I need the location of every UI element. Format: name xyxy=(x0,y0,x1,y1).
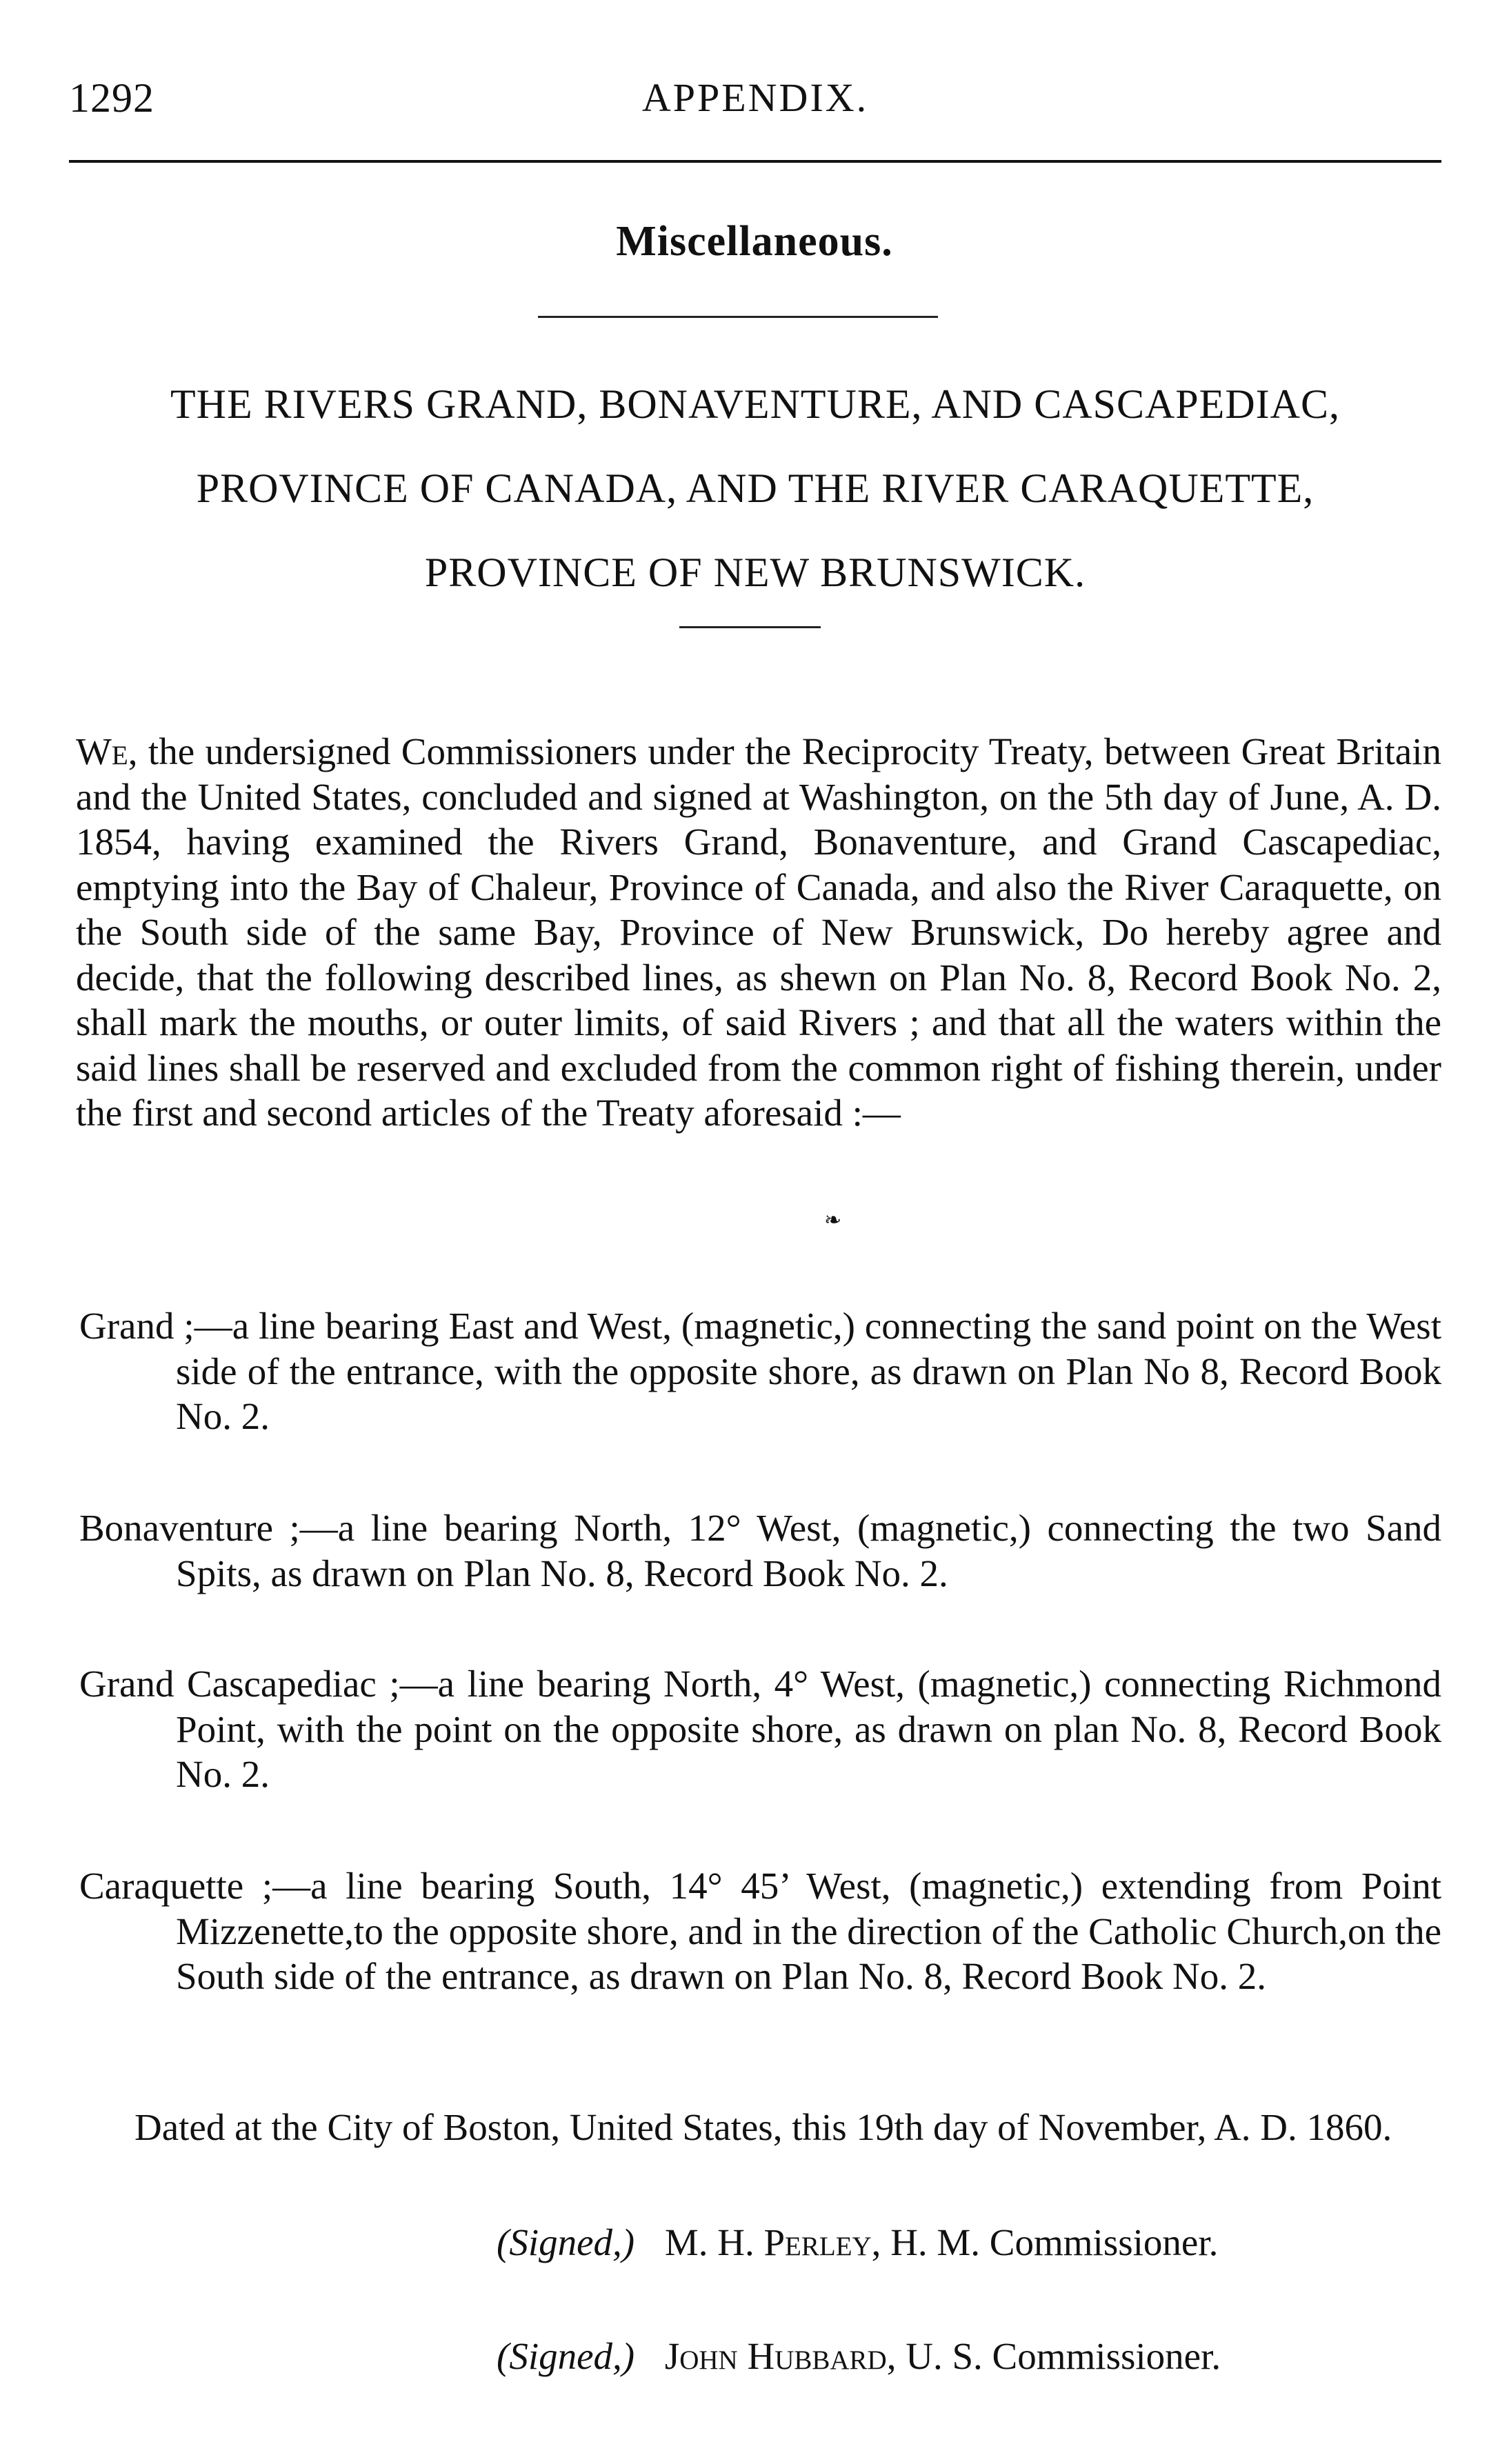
signatory-name: John Hubbard, xyxy=(664,2335,897,2377)
entry-grand-cascapediac: Grand Cascapediac ;—a line bearing North, 4° West, (magnetic,) connecting Richmond Point, with the point on the opposite shore, as drawn on plan No. 8, Record Book No. 2. xyxy=(79,1663,1441,1795)
header-rule xyxy=(69,160,1441,163)
signatory-title: U. S. Commissioner. xyxy=(906,2335,1221,2377)
heading-line-3: PROVINCE OF NEW BRUNSWICK. xyxy=(424,550,1086,595)
heading-line-1: THE RIVERS GRAND, BONAVENTURE, AND CASCAPEDIAC, xyxy=(170,381,1340,427)
signature-line-perley xyxy=(497,2221,1441,2264)
document-heading xyxy=(69,362,1441,614)
intro-text: the undersigned Commissioners under the Reciprocity Treaty, between Great Britain and the United States, concluded and signed at Washington, on the 5th day of June, A. D. 1854, having examined the Rivers Grand, Bonaventure, and Grand Cascapediac, emptying into the Bay of Chaleur, Province of Canada, and also the River Caraquette, on the South side of the same Bay, Province of New Brunswick, Do hereby agree and decide, that the following described lines, as shewn on Plan No. 8, Record Book No. 2, shall mark the mouths, or outer limits, of said Rivers ; and that all the waters within the said lines shall be reserved and excluded from the common right of fishing therein, under the first and second articles of the Treaty aforesaid :— xyxy=(76,730,1441,1134)
section-title: Miscellaneous. xyxy=(616,218,893,265)
signed-label: (Signed,) xyxy=(497,2335,635,2377)
entry-grand: Grand ;—a line bearing East and West, (magnetic,) connecting the sand point on the West side of the entrance, with the opposite shore, as drawn on Plan No 8, Record Book No. 2. xyxy=(79,1305,1441,1437)
page-number: 1292 xyxy=(69,75,154,121)
entry-bonaventure: Bonaventure ;—a line bearing North, 12° West, (magnetic,) connecting the two Sand Spits, as drawn on Plan No. 8, Record Book No. 2. xyxy=(79,1507,1441,1594)
signatory-title: H. M. Commissioner. xyxy=(890,2221,1219,2263)
section-divider xyxy=(538,316,938,318)
dated-paragraph: Dated at the City of Boston, United States, this 19th day of November, A. D. 1860. xyxy=(134,2106,1392,2148)
signature-line-hubbard xyxy=(497,2334,1441,2378)
heading-line-2: PROVINCE OF CANADA, AND THE RIVER CARAQUETTE, xyxy=(196,465,1315,511)
entry-caraquette: Caraquette ;—a line bearing South, 14° 45’ West, (magnetic,) extending from Point Mizzenette,to the opposite shore, and in the direction of the Catholic Church,on the South side of the entrance, as drawn on Plan No. 8, Record Book No. 2. xyxy=(79,1865,1441,1997)
signatory-name: M. H. Perley, xyxy=(664,2221,881,2263)
signed-label: (Signed,) xyxy=(497,2221,635,2263)
running-head: APPENDIX. xyxy=(641,75,869,120)
intro-lead: We, xyxy=(76,730,138,772)
heading-divider xyxy=(679,626,821,628)
page-header xyxy=(69,74,1441,137)
intro-paragraph xyxy=(76,729,1441,1136)
ornament-mark: ❧ xyxy=(824,1209,842,1232)
